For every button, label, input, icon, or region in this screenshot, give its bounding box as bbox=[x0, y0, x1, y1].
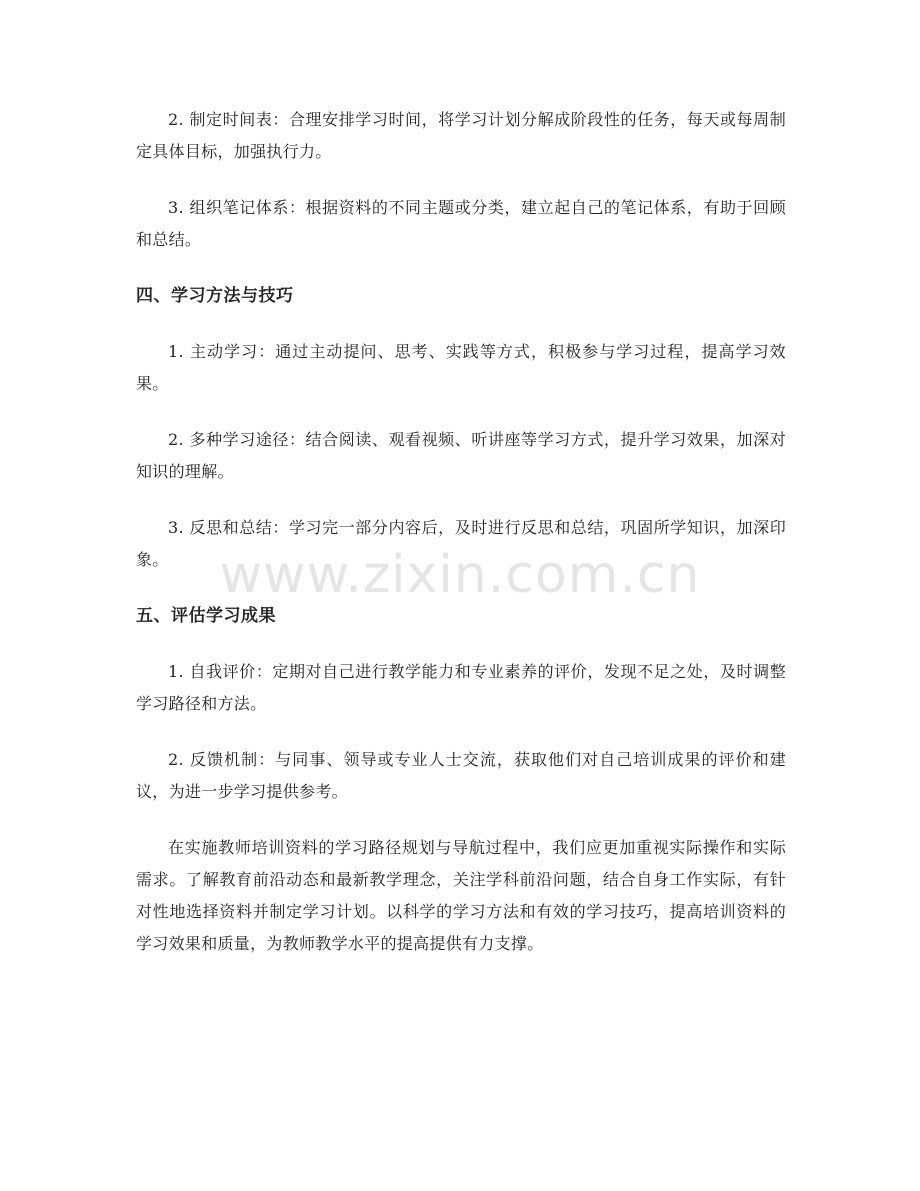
list-item: 1. 主动学习：通过主动提问、思考、实践等方式，积极参与学习过程，提高学习效果。 bbox=[136, 342, 786, 393]
list-item: 3. 反思和总结：学习完一部分内容后，及时进行反思和总结，巩固所学知识，加深印象。 bbox=[136, 518, 786, 569]
paragraph: 3. 组织笔记体系：根据资料的不同主题或分类，建立起自己的笔记体系，有助于回顾和总结。 bbox=[136, 198, 786, 249]
paragraph: 2. 制定时间表：合理安排学习时间，将学习计划分解成阶段性的任务，每天或每周制定具体目标，加强执行力。 bbox=[136, 110, 786, 161]
document-body bbox=[136, 104, 786, 984]
list-item: 1. 自我评价：定期对自己进行教学能力和专业素养的评价，发现不足之处，及时调整学习路径和方法。 bbox=[136, 662, 786, 713]
conclusion-paragraph: 在实施教师培训资料的学习路径规划与导航过程中，我们应更加重视实际操作和实际需求。了解教育前沿动态和最新教学理念，关注学科前沿问题，结合自身工作实际，有针对性地选择资料并制定学习计划。以科学的学习方法和有效的学习技巧，提高培训资料的学习效果和质量，为教师教学水平的提高提供有力支撑。 bbox=[136, 838, 786, 953]
list-item: 2. 反馈机制：与同事、领导或专业人士交流，获取他们对自己培训成果的评价和建议，为进一步学习提供参考。 bbox=[136, 750, 786, 801]
list-item: 2. 多种学习途径：结合阅读、观看视频、听讲座等学习方式，提升学习效果，加深对知识的理解。 bbox=[136, 430, 786, 481]
section-heading: 五、评估学习成果 bbox=[136, 606, 276, 626]
section-heading: 四、学习方法与技巧 bbox=[136, 286, 294, 306]
watermark: www.zixin.com.cn bbox=[219, 545, 701, 605]
